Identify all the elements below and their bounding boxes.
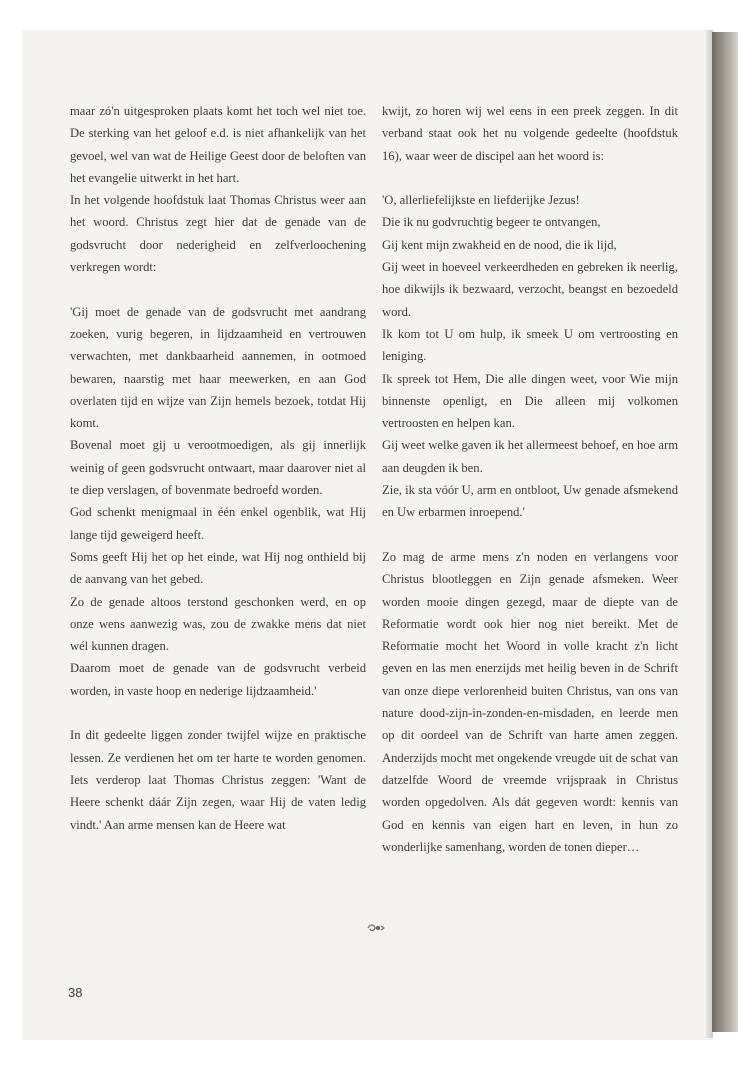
quote-paragraph: Zo de genade altoos terstond geschonken werd, en op onze wens aanwezig was, zou de zwakke mens dat niet wél kunnen dragen. [70, 594, 366, 654]
paragraph-gap [382, 524, 678, 546]
paragraph: kwijt, zo horen wij wel eens in een preek zeggen. In dit verband staat ook het nu volgende gedeelte (hoofdstuk 16), waar weer de discipel aan het woord is: [382, 104, 678, 163]
paragraph-gap [70, 702, 366, 724]
prayer-line: Ik spreek tot Hem, Die alle dingen weet, voor Wie mijn binnenste openligt, en Die alleen mij volkomen vertroosten en helpen kan. [382, 371, 678, 431]
prayer-line: Zie, ik sta vóór U, arm en ontbloot, Uw genade afsmekend en Uw erbarmen inroepend.' [382, 483, 678, 520]
paragraph-gap [382, 167, 678, 189]
prayer-line: Gij kent mijn zwakheid en de nood, die ik lijd, [382, 237, 617, 252]
quote-paragraph: 'Gij moet de genade van de godsvrucht met aandrang zoeken, vurig begeren, in lijdzaamheid en vertrouwen verwachten, met dankbaarheid aannemen, in ootmoed bewaren, naarstig met haar meewerken, en aan God overlaten tijd en wijze van Zijn hemels bezoek, totdat Hij komt. [70, 304, 366, 431]
paragraph: In dit gedeelte liggen zonder twijfel wijze en praktische lessen. Ze verdienen het om ter harte te worden genomen. Iets verderop laat Thomas Christus zeggen: 'Want de Heere schenkt dáár Zijn zegen, waar Hij de vaten ledig vindt.' Aan arme mensen kan de Heere wat [70, 728, 366, 832]
book-spine [712, 32, 738, 1032]
page-number: 38 [68, 985, 83, 1000]
prayer-line: Gij weet welke gaven ik het allermeest behoef, en hoe arm aan deugden ik ben. [382, 438, 678, 475]
prayer-line: 'O, allerliefelijkste en liefderijke Jezus! [382, 193, 580, 208]
fleuron-ornament-icon [366, 922, 386, 934]
prayer-line: Ik kom tot U om hulp, ik smeek U om vertroosting en leniging. [382, 326, 678, 364]
quote-paragraph: Daarom moet de genade van de godsvrucht verbeid worden, in vaste hoop en nederige lijdzaamheid.' [70, 661, 366, 698]
paragraph: Zo mag de arme mens z'n noden en verlangens voor Christus blootleggen en Zijn genade afsmeken. Weer worden mooie dingen gezegd, maar de diepte van de Reformatie wordt ook hier nog niet bereikt. Met de Reformatie mocht het Woord in volle kracht z'n licht geven en las men enerzijds met heilig beven in de Schrift van onze diepe verlorenheid buiten Christus, van ons van nature dood-zijn-in-zonden-en-misdaden, en leerde men op dit oordeel van de Schrift van harte amen zeggen. Anderzijds mocht met ongekende vreugde uit de schat van datzelfde Woord de vreemde vrijspraak in Christus worden opgedolven. Als dát gegeven wordt: kennis van God en kennis van eigen hart en leven, in hun zo wonderlijke samenhang, worden de tonen dieper… [382, 549, 678, 854]
paragraph-gap [70, 278, 366, 300]
paragraph: In het volgende hoofdstuk laat Thomas Christus weer aan het woord. Christus zegt hier dat de genade van de godsvrucht door nederigheid en zelfverloochening verkregen wordt: [70, 193, 366, 275]
prayer-line: Gij weet in hoeveel verkeerdheden en gebreken ik neerlig, hoe dikwijls ik bezwaard, verzocht, beangst en bezoedeld word. [382, 260, 678, 319]
left-text-column [70, 100, 366, 836]
quote-paragraph: Bovenal moet gij u verootmoedigen, als gij innerlijk weinig of geen godsvrucht ontwaart, maar daarover niet al te diep verslagen, of bovenmate bedroefd worden. [70, 438, 366, 498]
quote-paragraph: Soms geeft Hij het op het einde, wat Hij nog onthield bij de aanvang van het gebed. [70, 549, 366, 587]
prayer-line: Die ik nu godvruchtig begeer te ontvangen, [382, 215, 601, 230]
quote-paragraph: God schenkt menigmaal in één enkel ogenblik, wat Hij lange tijd geweigerd heeft. [70, 505, 366, 542]
right-text-column [382, 100, 678, 858]
paragraph: maar zó'n uitgesproken plaats komt het toch wel niet toe. De sterking van het geloof e.d. is niet afhankelijk van het gevoel, wel van wat de Heilige Geest door de beloften van het evangelie uitwerkt in het hart. [70, 104, 366, 185]
